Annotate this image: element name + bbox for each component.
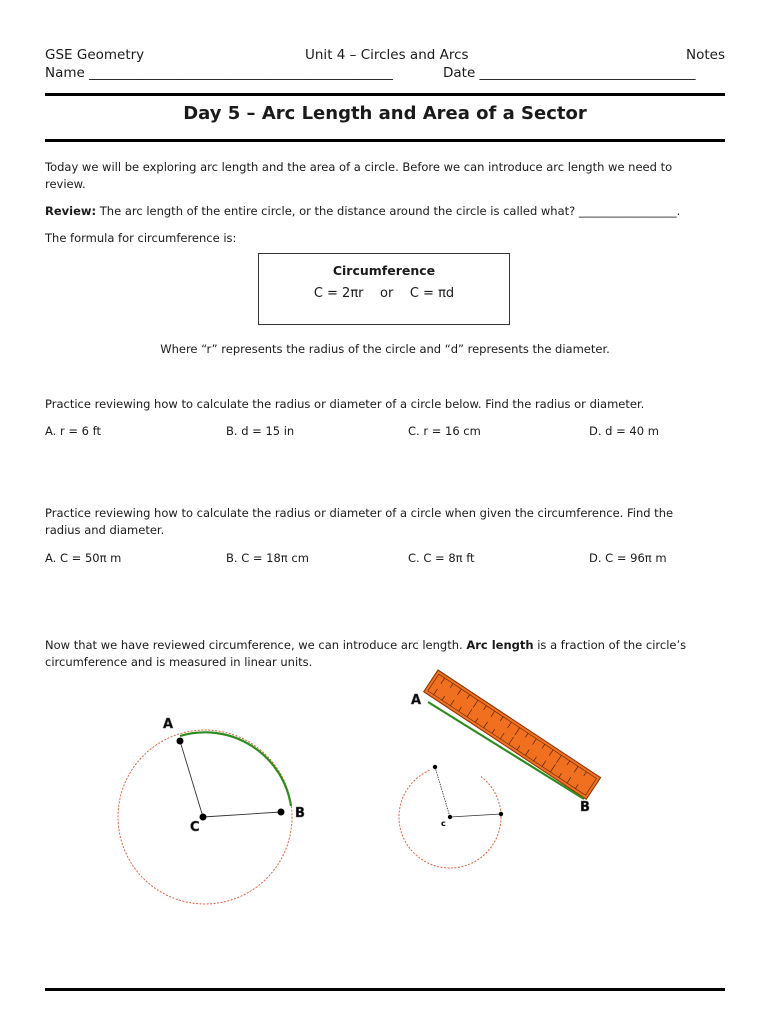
left-point-c: [200, 814, 207, 821]
right-circle-diagram: [399, 760, 503, 868]
practice2-item-c: C. C = 8π ft: [408, 551, 475, 565]
right-circle-gap: [431, 760, 481, 820]
intro-line-2: review.: [45, 177, 86, 191]
practice1-item-b: B. d = 15 in: [226, 424, 295, 438]
course-name: GSE Geometry: [45, 47, 145, 63]
page-title: Day 5 – Arc Length and Area of a Sector: [183, 103, 587, 124]
left-circle-diagram: [118, 717, 305, 904]
left-label-a: A: [163, 717, 174, 732]
name-field: Name _____________________________________________: [45, 65, 393, 81]
doc-type: Notes: [686, 47, 725, 63]
formula-box-title: Circumference: [332, 263, 436, 278]
review-text: The arc length of the entire circle, or the distance around the circle is called what? _________________.: [96, 204, 681, 218]
practice1-item-d: D. d = 40 m: [589, 424, 659, 438]
right-label-c: c: [441, 819, 446, 828]
ruler-label-a: A: [411, 693, 422, 708]
left-point-b: [278, 809, 285, 816]
practice2-prompt-1: Practice reviewing how to calculate the radius or diameter of a circle when given the circumference. Find the: [45, 506, 674, 520]
arc-intro-before: Now that we have reviewed circumference, we can introduce arc length.: [45, 638, 467, 652]
formula-box-formula: C = 2πr or C = πd: [313, 286, 455, 301]
arc-length-term: Arc length: [466, 638, 534, 652]
ruler-label-b: B: [580, 800, 590, 815]
practice2-item-d: D. C = 96π m: [589, 551, 667, 565]
formula-intro: The formula for circumference is:: [45, 231, 237, 245]
where-text: Where “r” represents the radius of the circle and “d” represents the diameter.: [160, 342, 610, 356]
practice1-item-a: A. r = 6 ft: [45, 424, 101, 438]
date-field: Date ________________________________: [443, 65, 696, 81]
practice2-item-b: B. C = 18π cm: [226, 551, 309, 565]
practice1-prompt: Practice reviewing how to calculate the radius or diameter of a circle below. Find the radius or diameter.: [45, 397, 645, 411]
right-point-b: [499, 812, 503, 816]
review-label: Review:: [45, 204, 97, 218]
bottom-rule: [45, 988, 725, 991]
left-radius-b: [203, 812, 281, 817]
arc-intro-after: is a fraction of the circle’s: [533, 638, 687, 652]
unit-name: Unit 4 – Circles and Arcs: [305, 47, 469, 63]
intro-line-1: Today we will be exploring arc length and the area of a circle. Before we can introduce arc length we need to: [45, 160, 673, 174]
left-point-a: [177, 738, 184, 745]
practice1-item-c: C. r = 16 cm: [408, 424, 481, 438]
right-point-a: [433, 765, 437, 769]
left-label-b: B: [295, 806, 305, 821]
arc-intro-line-2: circumference and is measured in linear units.: [45, 655, 313, 669]
left-label-c: C: [190, 820, 200, 835]
left-radius-a: [180, 741, 203, 817]
practice2-item-a: A. C = 50π m: [45, 551, 122, 565]
practice2-prompt-2: radius and diameter.: [45, 523, 165, 537]
right-point-c: [448, 815, 452, 819]
